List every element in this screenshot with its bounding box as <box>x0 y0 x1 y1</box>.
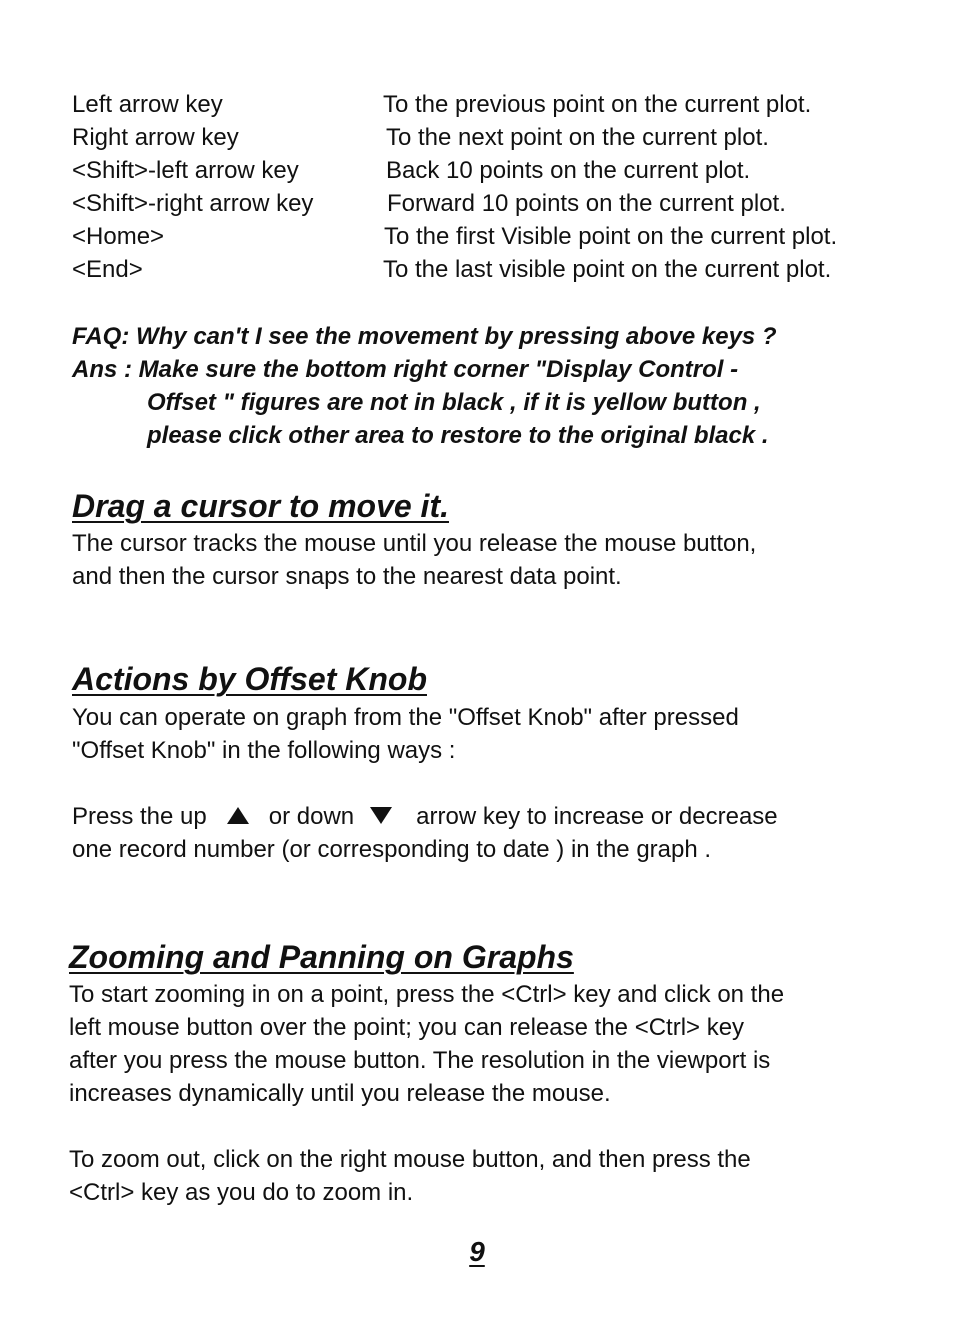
paragraph-line: To zoom out, click on the right mouse button, and then press the <box>69 1146 751 1173</box>
key-name: Left arrow key <box>72 91 223 118</box>
offset-press-paragraph <box>72 800 932 866</box>
key-row <box>72 187 922 220</box>
faq-answer-line: please click other area to restore to the original black . <box>147 422 769 449</box>
key-description: To the first Visible point on the current plot. <box>384 223 838 250</box>
zoom-paragraph-1 <box>69 978 929 1110</box>
paragraph-line: To start zooming in on a point, press the <Ctrl> key and click on the <box>69 981 785 1008</box>
paragraph-line: The cursor tracks the mouse until you release the mouse button, <box>72 530 757 557</box>
paragraph-line: and then the cursor snaps to the nearest data point. <box>72 563 622 590</box>
key-name: <Shift>-right arrow key <box>72 190 314 217</box>
faq-answer-line: Offset " figures are not in black , if it is yellow button , <box>147 389 761 416</box>
key-row <box>72 121 922 154</box>
page-number: 9 <box>469 1236 485 1267</box>
press-middle: or down <box>268 803 355 830</box>
offset-paragraph <box>72 701 932 767</box>
up-triangle-icon <box>227 807 249 824</box>
down-triangle-icon <box>370 807 392 824</box>
paragraph-line: left mouse button over the point; you can release the <Ctrl> key <box>69 1014 745 1041</box>
press-suffix: arrow key to increase or decrease <box>416 803 778 830</box>
paragraph-line: after you press the mouse button. The resolution in the viewport is <box>69 1047 771 1074</box>
key-description: Forward 10 points on the current plot. <box>387 190 786 217</box>
key-table <box>72 88 922 286</box>
paragraph-line: "Offset Knob" in the following ways : <box>72 737 456 764</box>
key-description: To the previous point on the current plot. <box>383 91 812 118</box>
zoom-heading: Zooming and Panning on Graphs <box>69 939 574 975</box>
key-name: <End> <box>72 256 143 283</box>
offset-heading: Actions by Offset Knob <box>72 661 427 697</box>
key-name: <Shift>-left arrow key <box>72 157 299 184</box>
key-description: To the next point on the current plot. <box>386 124 769 151</box>
key-name: Right arrow key <box>72 124 239 151</box>
paragraph-line: You can operate on graph from the "Offset Knob" after pressed <box>72 704 739 731</box>
paragraph-line: one record number (or corresponding to date ) in the graph . <box>72 836 712 863</box>
faq-block <box>72 320 932 452</box>
key-row <box>72 88 922 121</box>
drag-heading: Drag a cursor to move it. <box>72 488 449 524</box>
key-row <box>72 154 922 187</box>
key-row <box>72 253 922 286</box>
key-description: Back 10 points on the current plot. <box>386 157 751 184</box>
paragraph-line: <Ctrl> key as you do to zoom in. <box>69 1179 414 1206</box>
drag-paragraph <box>72 527 932 593</box>
press-line <box>72 800 932 833</box>
zoom-paragraph-2 <box>69 1143 929 1209</box>
paragraph-line: increases dynamically until you release the mouse. <box>69 1080 611 1107</box>
faq-question: FAQ: Why can't I see the movement by pressing above keys ? <box>72 323 777 350</box>
faq-answer-line: Ans : Make sure the bottom right corner "Display Control - <box>72 356 739 383</box>
press-prefix: Press the up <box>72 803 207 830</box>
key-name: <Home> <box>72 223 165 250</box>
key-description: To the last visible point on the current plot. <box>383 256 832 283</box>
key-row <box>72 220 922 253</box>
